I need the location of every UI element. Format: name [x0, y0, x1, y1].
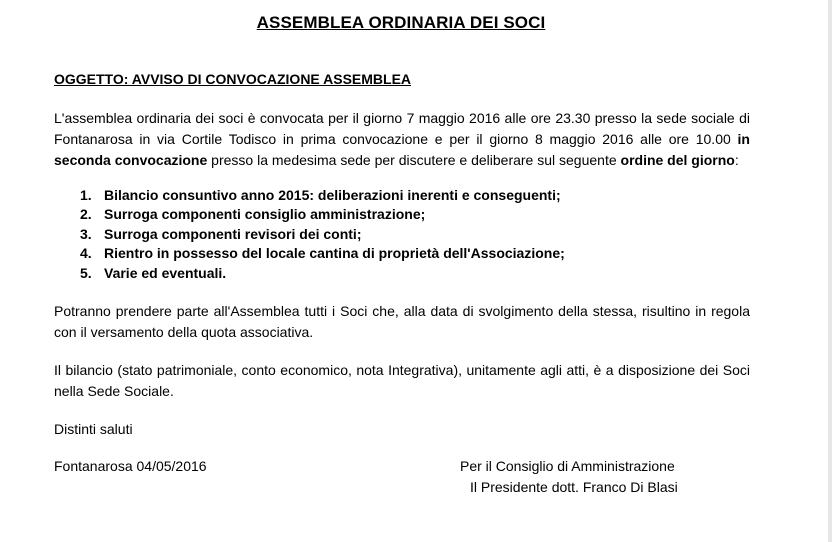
intro-paragraph: [54, 108, 750, 171]
agenda-item: [54, 244, 565, 263]
agenda-item-text: Rientro in possesso del locale cantina di proprietà dell'Associazione;: [104, 245, 565, 262]
intro-bold-second-convocation: in seconda convocazione: [54, 131, 750, 168]
document-title: ASSEMBLEA ORDINARIA DEI SOCI: [256, 13, 546, 32]
agenda-item-number: 4.: [80, 245, 92, 262]
place-and-date: Fontanarosa 04/05/2016: [54, 458, 207, 474]
document-subject: OGGETTO: AVVISO DI CONVOCAZIONE ASSEMBLEA: [54, 71, 412, 87]
agenda-item-number: 5.: [80, 264, 92, 281]
agenda-list: [54, 186, 565, 283]
signature-line-president: Il Presidente dott. Franco Di Blasi: [470, 479, 678, 495]
agenda-item-text: Varie ed eventuali.: [104, 264, 227, 281]
budget-paragraph: Il bilancio (stato patrimoniale, conto economico, nota Integrativa), unitamente agli atti, è a disposizione dei Soci nella Sede Sociale.: [54, 362, 750, 399]
agenda-item-number: 2.: [80, 206, 92, 223]
intro-text-3: :: [734, 152, 739, 168]
agenda-item-text: Surroga componenti consiglio amministrazione;: [104, 206, 426, 223]
intro-bold-agenda: ordine del giorno: [620, 152, 735, 168]
agenda-item: [54, 205, 565, 224]
intro-text-1: L'assemblea ordinaria dei soci è convocata per il giorno 7 maggio 2016 alle ore 23.30 presso la sede sociale di Fontanarosa in via Cortile Todisco in prima convocazione e per il giorno 8 maggio 2016 alle ore 10.00: [54, 110, 750, 147]
signature-line-board: Per il Consiglio di Amministrazione: [460, 458, 675, 474]
agenda-item-number: 1.: [80, 187, 92, 203]
agenda-item: [54, 264, 565, 283]
closing-greeting: Distinti saluti: [54, 421, 133, 437]
intro-text-2: presso la medesima sede per discutere e deliberare sul seguente: [207, 152, 621, 168]
page-edge-divider: [828, 0, 832, 542]
agenda-item-text: Bilancio consuntivo anno 2015: deliberazioni inerenti e conseguenti;: [104, 187, 561, 203]
agenda-item: [54, 186, 565, 205]
agenda-item: [54, 225, 565, 244]
agenda-item-text: Surroga componenti revisori dei conti;: [104, 225, 362, 242]
participation-paragraph: Potranno prendere parte all'Assemblea tutti i Soci che, alla data di svolgimento della stessa, risultino in regola con il versamento della quota associativa.: [54, 303, 750, 340]
agenda-item-number: 3.: [80, 225, 92, 242]
